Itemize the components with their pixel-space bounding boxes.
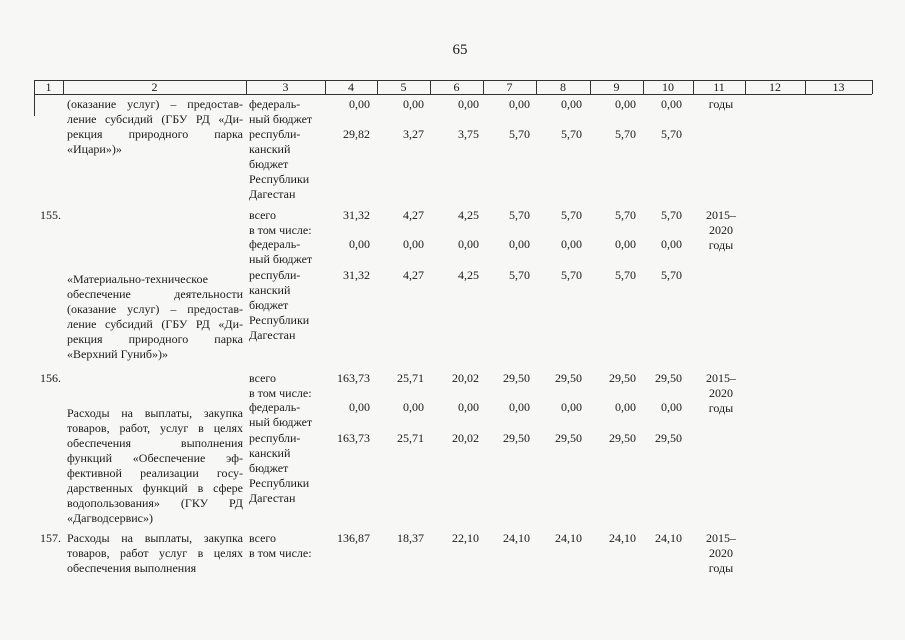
funding-source-line: Республики: [249, 313, 310, 327]
description-line: «Материально-техническое: [67, 272, 208, 286]
amount-cell: 0,00: [509, 97, 530, 111]
description-line: обеспечение деятельности: [67, 287, 243, 301]
period-years: [699, 97, 743, 112]
column-divider: [34, 94, 35, 116]
description-line: (оказание услуг) – предостав-: [67, 97, 243, 111]
amount-cell: 0,00: [661, 400, 682, 414]
amount-cell: 0,00: [349, 400, 370, 414]
funding-source-line: Республики: [249, 172, 310, 186]
amount-cell: 163,73: [337, 371, 370, 385]
amount-cell: 5,70: [661, 208, 682, 222]
description-line: дарственных функций в сфере: [67, 481, 243, 495]
funding-source-line: ный бюджет: [249, 252, 313, 266]
description-line: ление субсидий (ГБУ РД «Ди-: [67, 317, 243, 331]
funding-source-line: Республики: [249, 476, 310, 490]
amount-cell: 31,32: [343, 268, 370, 282]
amount-cell: 5,70: [561, 127, 582, 141]
description-line: товаров, работ услуг в целях: [67, 546, 243, 560]
amount-cell: 5,70: [509, 268, 530, 282]
amount-cell: 24,10: [555, 531, 582, 545]
funding-source: [249, 268, 309, 343]
amount-cell: 3,75: [458, 127, 479, 141]
period-line: 2015–: [706, 371, 736, 385]
amount-cell: 5,70: [661, 268, 682, 282]
amount-cell: 0,00: [509, 237, 530, 251]
funding-source: [249, 531, 312, 561]
funding-source-line: всего: [249, 371, 277, 385]
period-line: годы: [708, 97, 734, 111]
funding-source-line: канский: [249, 142, 291, 156]
amount-cell: 29,50: [555, 371, 582, 385]
funding-source: [249, 371, 312, 401]
funding-source-line: республи-: [249, 127, 301, 141]
amount-cell: 31,32: [343, 208, 370, 222]
funding-source-line: республи-: [249, 431, 301, 445]
amount-cell: 0,00: [561, 400, 582, 414]
amount-cell: 4,25: [458, 208, 479, 222]
column-header: 2: [151, 80, 158, 94]
amount-cell: 20,02: [452, 431, 479, 445]
period-line: годы: [708, 401, 734, 415]
description-line: «Ицари»)»: [67, 142, 122, 156]
funding-source-line: бюджет: [249, 157, 289, 171]
funding-source-line: в том числе:: [249, 386, 312, 400]
description-line: фективной реализации госу-: [67, 466, 243, 480]
funding-source-line: федераль-: [249, 400, 301, 414]
funding-source-line: бюджет: [249, 461, 289, 475]
funding-source-line: ный бюджет: [249, 415, 313, 429]
column-header: 6: [453, 80, 460, 94]
row-number: 155.: [40, 208, 61, 222]
amount-cell: 3,27: [403, 127, 424, 141]
funding-source-line: канский: [249, 446, 291, 460]
page-number: 65: [452, 42, 468, 58]
amount-cell: 0,00: [458, 97, 479, 111]
amount-cell: 0,00: [349, 97, 370, 111]
period-years: [699, 531, 743, 576]
amount-cell: 24,10: [655, 531, 682, 545]
funding-source-line: в том числе:: [249, 546, 312, 560]
amount-cell: 0,00: [403, 97, 424, 111]
amount-cell: 4,25: [458, 268, 479, 282]
amount-cell: 0,00: [403, 237, 424, 251]
row-description: [67, 406, 243, 526]
header-column-divider: [872, 80, 873, 94]
amount-cell: 0,00: [615, 400, 636, 414]
row-number: 157.: [40, 531, 61, 545]
funding-source: [249, 400, 312, 430]
period-years: [699, 208, 743, 253]
amount-cell: 25,71: [397, 371, 424, 385]
description-line: «Дагводсервис»): [67, 511, 153, 525]
funding-source-line: в том числе:: [249, 223, 312, 237]
amount-cell: 0,00: [661, 97, 682, 111]
amount-cell: 0,00: [615, 237, 636, 251]
amount-cell: 5,70: [615, 268, 636, 282]
column-header: 1: [45, 80, 52, 94]
amount-cell: 24,10: [609, 531, 636, 545]
amount-cell: 136,87: [337, 531, 370, 545]
amount-cell: 0,00: [509, 400, 530, 414]
funding-source-line: Дагестан: [249, 328, 296, 342]
funding-source-line: федераль-: [249, 237, 301, 251]
amount-cell: 18,37: [397, 531, 424, 545]
column-header: 9: [613, 80, 620, 94]
column-header: 5: [400, 80, 407, 94]
amount-cell: 20,02: [452, 371, 479, 385]
amount-cell: 5,70: [661, 127, 682, 141]
period-line: 2020: [709, 223, 733, 237]
funding-source: [249, 208, 312, 238]
period-line: годы: [708, 238, 734, 252]
amount-cell: 29,82: [343, 127, 370, 141]
funding-source-line: ный бюджет: [249, 112, 313, 126]
amount-cell: 5,70: [615, 127, 636, 141]
row-description: [67, 272, 243, 362]
row-description: [67, 97, 243, 157]
description-line: водопользования» (ГКУ РД: [67, 496, 243, 510]
amount-cell: 0,00: [458, 400, 479, 414]
description-line: обеспечения выполнения: [67, 561, 197, 575]
period-line: 2015–: [706, 531, 736, 545]
period-line: 2015–: [706, 208, 736, 222]
amount-cell: 29,50: [609, 371, 636, 385]
amount-cell: 4,27: [403, 208, 424, 222]
amount-cell: 0,00: [615, 97, 636, 111]
description-line: Расходы на выплаты, закупка: [67, 406, 243, 420]
amount-cell: 4,27: [403, 268, 424, 282]
description-line: (оказание услуг) – предостав-: [67, 302, 243, 316]
amount-cell: 0,00: [661, 237, 682, 251]
description-line: рекция природного парка: [67, 332, 243, 346]
amount-cell: 0,00: [349, 237, 370, 251]
amount-cell: 22,10: [452, 531, 479, 545]
amount-cell: 29,50: [655, 431, 682, 445]
amount-cell: 163,73: [337, 431, 370, 445]
column-header: 7: [506, 80, 513, 94]
period-line: годы: [708, 561, 734, 575]
funding-source: [249, 127, 309, 202]
funding-source-line: Дагестан: [249, 187, 296, 201]
amount-cell: 29,50: [503, 371, 530, 385]
column-header: 4: [348, 80, 354, 94]
column-header: 3: [282, 80, 289, 94]
description-line: рекция природного парка: [67, 127, 243, 141]
column-header: 8: [560, 80, 566, 94]
column-header: 12: [769, 80, 781, 94]
amount-cell: 5,70: [509, 127, 530, 141]
header-bottom-border: [34, 94, 872, 95]
column-header: 11: [713, 80, 725, 94]
funding-source-line: всего: [249, 531, 277, 545]
period-line: 2020: [709, 386, 733, 400]
description-line: ление субсидий (ГБУ РД «Ди-: [67, 112, 243, 126]
description-line: «Верхний Гуниб»)»: [67, 347, 169, 361]
period-line: 2020: [709, 546, 733, 560]
description-line: товаров, работ, услуг в целях: [67, 421, 243, 435]
funding-source: [249, 431, 309, 506]
row-number: 156.: [40, 371, 61, 385]
amount-cell: 0,00: [561, 237, 582, 251]
description-line: Расходы на выплаты, закупка: [67, 531, 243, 545]
funding-source-line: канский: [249, 283, 291, 297]
amount-cell: 0,00: [458, 237, 479, 251]
funding-source-line: республи-: [249, 268, 301, 282]
amount-cell: 29,50: [555, 431, 582, 445]
column-header: 10: [662, 80, 674, 94]
funding-source-line: бюджет: [249, 298, 289, 312]
description-line: обеспечения выполнения: [67, 436, 243, 450]
amount-cell: 5,70: [561, 268, 582, 282]
amount-cell: 29,50: [655, 371, 682, 385]
funding-source-line: Дагестан: [249, 491, 296, 505]
funding-source: [249, 237, 312, 267]
description-line: функций «Обеспечение эф-: [67, 451, 243, 465]
amount-cell: 5,70: [509, 208, 530, 222]
amount-cell: 25,71: [397, 431, 424, 445]
period-years: [699, 371, 743, 416]
funding-source: [249, 97, 312, 127]
amount-cell: 24,10: [503, 531, 530, 545]
column-header: 13: [832, 80, 845, 94]
amount-cell: 29,50: [609, 431, 636, 445]
amount-cell: 29,50: [503, 431, 530, 445]
row-description: [67, 531, 243, 576]
amount-cell: 0,00: [403, 400, 424, 414]
funding-source-line: всего: [249, 208, 277, 222]
amount-cell: 5,70: [561, 208, 582, 222]
funding-source-line: федераль-: [249, 97, 301, 111]
amount-cell: 5,70: [615, 208, 636, 222]
amount-cell: 0,00: [561, 97, 582, 111]
